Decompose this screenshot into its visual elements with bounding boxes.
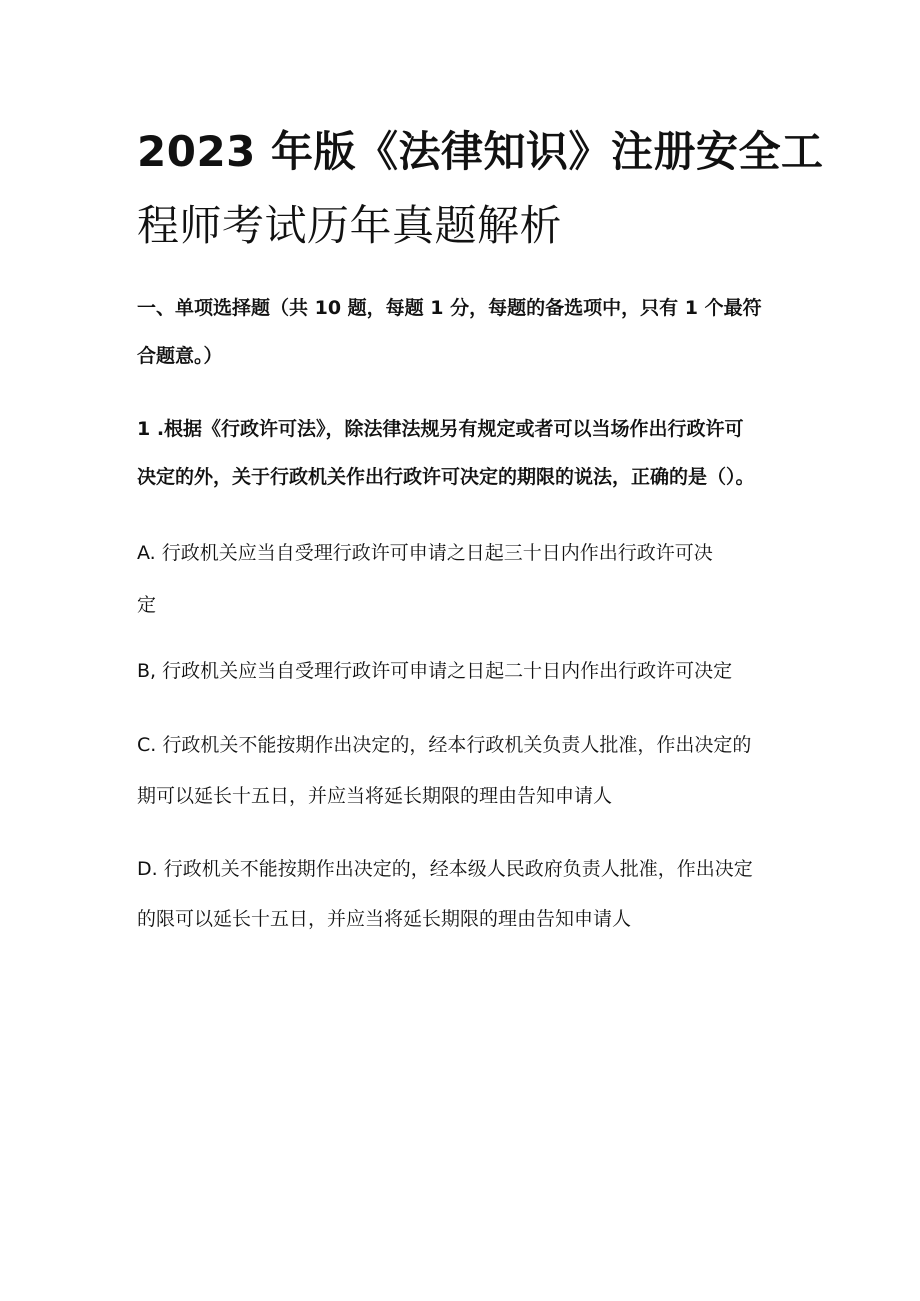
option-a-line-2: 定 bbox=[137, 594, 157, 616]
document-title-line-2: 程师考试历年真题解析 bbox=[137, 201, 563, 250]
option-a-line-1: A. 行政机关应当自受理行政许可申请之日起三十日内作出行政许可决 bbox=[137, 542, 713, 564]
option-d-line-2: 的限可以延长十五日，并应当将延长期限的理由告知申请人 bbox=[137, 908, 632, 930]
document-title-line-1: 2023 年版《法律知识》注册安全工 bbox=[137, 127, 824, 176]
option-b-line-1: B, 行政机关应当自受理行政许可申请之日起二十日内作出行政许可决定 bbox=[137, 660, 733, 682]
section-heading-line-1: 一、单项选择题（共 10 题，每题 1 分，每题的备选项中，只有 1 个最符 bbox=[137, 297, 762, 319]
option-c-line-1: C. 行政机关不能按期作出决定的，经本行政机关负责人批准，作出决定的 bbox=[137, 734, 752, 756]
section-heading-line-2: 合题意。） bbox=[137, 345, 223, 367]
question-stem-line-2: 决定的外，关于行政机关作出行政许可决定的期限的说法，正确的是（）。 bbox=[137, 466, 755, 488]
option-c-line-2: 期可以延长十五日，并应当将延长期限的理由告知申请人 bbox=[137, 785, 613, 807]
option-d-line-1: D. 行政机关不能按期作出决定的，经本级人民政府负责人批准，作出决定 bbox=[137, 858, 753, 880]
question-stem-line-1: 1 .根据《行政许可法》，除法律法规另有规定或者可以当场作出行政许可 bbox=[137, 418, 744, 440]
